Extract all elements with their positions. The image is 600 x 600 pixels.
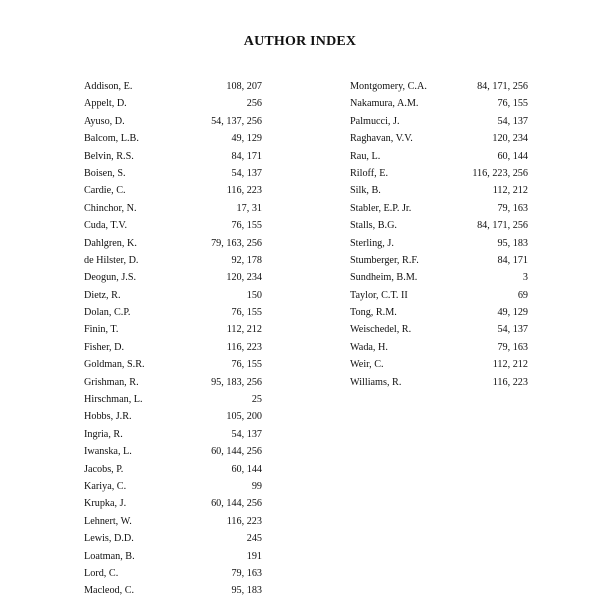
- page-numbers: 99: [251, 480, 262, 492]
- index-entry: [350, 95, 528, 112]
- page-numbers: 112, 212: [492, 359, 528, 371]
- page-numbers: 84, 171, 256: [477, 220, 528, 232]
- index-entry: [84, 548, 262, 565]
- page-numbers: 120, 234: [226, 272, 262, 284]
- page-numbers: 76, 155: [231, 359, 262, 371]
- page-numbers: 105, 200: [226, 411, 262, 423]
- author-name: Krupka, J.: [84, 498, 127, 510]
- author-name: Montgomery, C.A.: [350, 81, 427, 92]
- index-entry: [84, 321, 262, 338]
- index-entry: [84, 304, 262, 321]
- author-name: Loatman, B.: [84, 550, 135, 562]
- index-entry: [84, 408, 262, 425]
- index-entry: [350, 235, 528, 252]
- author-name: Chinchor, N.: [84, 202, 137, 214]
- index-entry: [84, 530, 262, 547]
- index-entry: [350, 217, 528, 234]
- page-numbers: 79, 163: [497, 202, 528, 214]
- author-name: Raghavan, V.V.: [350, 133, 413, 145]
- page-numbers: 79, 163: [497, 341, 528, 353]
- index-entry: [350, 269, 528, 286]
- index-entry: [84, 374, 262, 391]
- page-numbers: 60, 144: [497, 150, 528, 162]
- page-numbers: 191: [246, 550, 262, 562]
- page-numbers: 108, 207: [226, 81, 262, 92]
- index-entry: [350, 182, 528, 199]
- index-entry: [84, 200, 262, 217]
- index-entry: [350, 356, 528, 373]
- author-name: Grishman, R.: [84, 376, 139, 388]
- index-entry: [84, 130, 262, 147]
- page-numbers: 54, 137, 256: [211, 115, 262, 127]
- author-name: Lewis, D.D.: [84, 533, 134, 545]
- author-name: Jacobs, P.: [84, 463, 124, 475]
- page-numbers: 54, 137: [497, 115, 528, 127]
- index-entry: [84, 495, 262, 512]
- index-entry: [84, 426, 262, 443]
- author-name: de Hilster, D.: [84, 254, 139, 266]
- page-numbers: 84, 171, 256: [477, 81, 528, 92]
- index-entry: [84, 182, 262, 199]
- page-numbers: 54, 137: [497, 324, 528, 336]
- author-name: Fisher, D.: [84, 341, 125, 353]
- author-name: Hobbs, J.R.: [84, 411, 132, 423]
- author-name: Kariya, C.: [84, 480, 127, 492]
- page-numbers: 256: [246, 98, 262, 110]
- page-numbers: 112, 212: [226, 324, 262, 336]
- page-numbers: 112, 212: [492, 185, 528, 197]
- index-entry: [350, 130, 528, 147]
- author-name: Lehnert, W.: [84, 515, 132, 527]
- author-column-right: [350, 78, 528, 391]
- page-numbers: 79, 163: [231, 567, 262, 579]
- page-numbers: 76, 155: [231, 220, 262, 232]
- page-numbers: 84, 171: [497, 254, 528, 266]
- author-name: Rau, L.: [350, 150, 381, 162]
- index-entry: [84, 513, 262, 530]
- author-name: Belvin, R.S.: [84, 150, 134, 162]
- page-numbers: 245: [246, 533, 262, 545]
- index-entry: [84, 78, 262, 95]
- index-entry: [84, 269, 262, 286]
- author-name: Silk, B.: [350, 185, 381, 197]
- author-name: Finin, T.: [84, 324, 119, 336]
- author-name: Addison, E.: [84, 81, 133, 92]
- page-numbers: 92, 178: [231, 254, 262, 266]
- page-numbers: 116, 223: [226, 341, 262, 353]
- page-numbers: 60, 144, 256: [211, 446, 262, 458]
- page-numbers: 76, 155: [231, 307, 262, 319]
- page-numbers: 25: [251, 394, 262, 406]
- page-numbers: 54, 137: [231, 428, 262, 440]
- author-name: Dietz, R.: [84, 289, 121, 301]
- page-numbers: 84, 171: [231, 150, 262, 162]
- index-entry: [350, 148, 528, 165]
- index-entry: [84, 565, 262, 582]
- index-entry: [84, 235, 262, 252]
- author-name: Stalls, B.G.: [350, 220, 397, 232]
- page-numbers: 116, 223, 256: [472, 167, 528, 179]
- page-numbers: 95, 183, 256: [211, 376, 262, 388]
- page-numbers: 95, 183: [497, 237, 528, 249]
- author-name: Sundheim, B.M.: [350, 272, 418, 284]
- index-entry: [350, 339, 528, 356]
- author-name: Boisen, S.: [84, 167, 126, 179]
- page-numbers: 3: [522, 272, 528, 284]
- index-entry: [84, 478, 262, 495]
- index-entry: [84, 252, 262, 269]
- index-entry: [350, 287, 528, 304]
- author-name: Palmucci, J.: [350, 115, 400, 127]
- author-name: Iwanska, L.: [84, 446, 132, 458]
- page-numbers: 54, 137: [231, 167, 262, 179]
- author-name: Weischedel, R.: [350, 324, 412, 336]
- page-numbers: 49, 129: [231, 133, 262, 145]
- author-name: Cuda, T.V.: [84, 220, 128, 232]
- page-numbers: 79, 163, 256: [211, 237, 262, 249]
- page-numbers: 60, 144, 256: [211, 498, 262, 510]
- author-name: Taylor, C.T. II: [350, 289, 408, 301]
- author-name: Dolan, C.P.: [84, 307, 131, 319]
- page-numbers: 69: [517, 289, 528, 301]
- author-name: Tong, R.M.: [350, 307, 397, 319]
- index-entry: [84, 217, 262, 234]
- page-numbers: 120, 234: [492, 133, 528, 145]
- index-entry: [84, 356, 262, 373]
- index-entry: [84, 95, 262, 112]
- author-name: Sterling, J.: [350, 237, 394, 249]
- author-name: Stumberger, R.F.: [350, 254, 419, 266]
- index-entry: [350, 321, 528, 338]
- index-entry: [84, 148, 262, 165]
- page-numbers: 49, 129: [497, 307, 528, 319]
- author-name: Lord, C.: [84, 567, 119, 579]
- index-entry: [84, 391, 262, 408]
- page-numbers: 116, 223: [492, 376, 528, 388]
- page-numbers: 60, 144: [231, 463, 262, 475]
- author-name: Balcom, L.B.: [84, 133, 139, 145]
- page-title: AUTHOR INDEX: [243, 34, 357, 49]
- index-entry: [84, 582, 262, 599]
- index-entry: [350, 252, 528, 269]
- page-numbers: 95, 183: [231, 585, 262, 597]
- index-entry: [350, 374, 528, 391]
- author-name: Cardie, C.: [84, 185, 126, 197]
- page-numbers: 116, 223: [226, 185, 262, 197]
- author-name: Hirschman, L.: [84, 394, 143, 406]
- index-entry: [350, 200, 528, 217]
- index-entry: [350, 304, 528, 321]
- index-entry: [84, 461, 262, 478]
- index-entry: [350, 165, 528, 182]
- author-column-left: [84, 78, 262, 600]
- author-name: Dahlgren, K.: [84, 237, 137, 249]
- author-name: Goldman, S.R.: [84, 359, 145, 371]
- page-numbers: 116, 223: [226, 515, 262, 527]
- author-name: Nakamura, A.M.: [350, 98, 419, 110]
- author-name: Williams, R.: [350, 376, 402, 388]
- author-name: Riloff, E.: [350, 167, 389, 179]
- index-entry: [350, 78, 528, 95]
- index-entry: [84, 113, 262, 130]
- index-entry: [84, 443, 262, 460]
- author-name: Wada, H.: [350, 341, 388, 353]
- author-name: Weir, C.: [350, 359, 384, 371]
- author-name: Stabler, E.P. Jr.: [350, 202, 412, 214]
- page-numbers: 17, 31: [236, 202, 262, 214]
- index-entry: [84, 287, 262, 304]
- author-name: Ingria, R.: [84, 428, 123, 440]
- index-entry: [84, 165, 262, 182]
- page-numbers: 150: [246, 289, 262, 301]
- author-name: Appelt, D.: [84, 98, 127, 110]
- index-entry: [84, 339, 262, 356]
- author-name: Macleod, C.: [84, 585, 135, 597]
- author-name: Ayuso, D.: [84, 115, 125, 127]
- page-numbers: 76, 155: [497, 98, 528, 110]
- index-entry: [350, 113, 528, 130]
- author-name: Deogun, J.S.: [84, 272, 137, 284]
